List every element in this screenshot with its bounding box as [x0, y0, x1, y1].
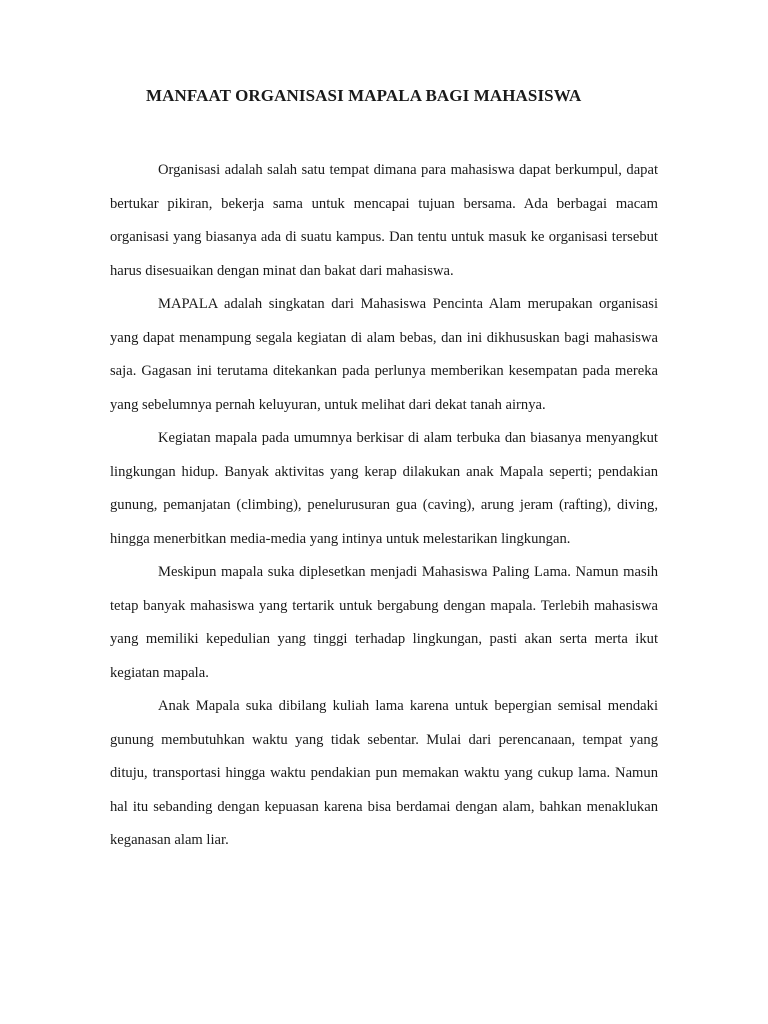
paragraph-4: Meskipun mapala suka diplesetkan menjadi Mahasiswa Paling Lama. Namun masih tetap banyak mahasiswa yang tertarik untuk bergabung dengan mapala. Terlebih mahasiswa yang memiliki kepedulian yang tinggi terhadap lingkungan, pasti akan serta merta ikut kegiatan mapala.	[110, 564, 658, 681]
paragraph-1: Organisasi adalah salah satu tempat dimana para mahasiswa dapat berkumpul, dapat bertukar pikiran, bekerja sama untuk mencapai tujuan bersama. Ada berbagai macam organisasi yang biasanya ada di suatu kampus. Dan tentu untuk masuk ke organisasi tersebut harus disesuaikan dengan minat dan bakat dari mahasiswa.	[110, 162, 658, 279]
paragraph-2: MAPALA adalah singkatan dari Mahasiswa Pencinta Alam merupakan organisasi yang dapat menampung segala kegiatan di alam bebas, dan ini dikhususkan bagi mahasiswa saja. Gagasan ini terutama ditekankan pada perlunya memberikan kesempatan pada mereka yang sebelumnya pernah keluyuran, untuk melihat dari dekat tanah airnya.	[110, 296, 658, 413]
paragraph-5: Anak Mapala suka dibilang kuliah lama karena untuk bepergian semisal mendaki gunung membutuhkan waktu yang tidak sebentar. Mulai dari perencanaan, tempat yang dituju, transportasi hingga waktu pendakian pun memakan waktu yang cukup lama. Namun hal itu sebanding dengan kepuasan karena bisa berdamai dengan alam, bahkan menaklukan keganasan alam liar.	[110, 698, 658, 848]
paragraph-3: Kegiatan mapala pada umumnya berkisar di alam terbuka dan biasanya menyangkut lingkungan hidup. Banyak aktivitas yang kerap dilakukan anak Mapala seperti; pendakian gunung, pemanjatan (climbing), penelurusuran gua (caving), arung jeram (rafting), diving, hingga menerbitkan media-media yang intinya untuk melestarikan lingkungan.	[110, 430, 658, 547]
document-title: MANFAAT ORGANISASI MAPALA BAGI MAHASISWA	[146, 86, 582, 105]
